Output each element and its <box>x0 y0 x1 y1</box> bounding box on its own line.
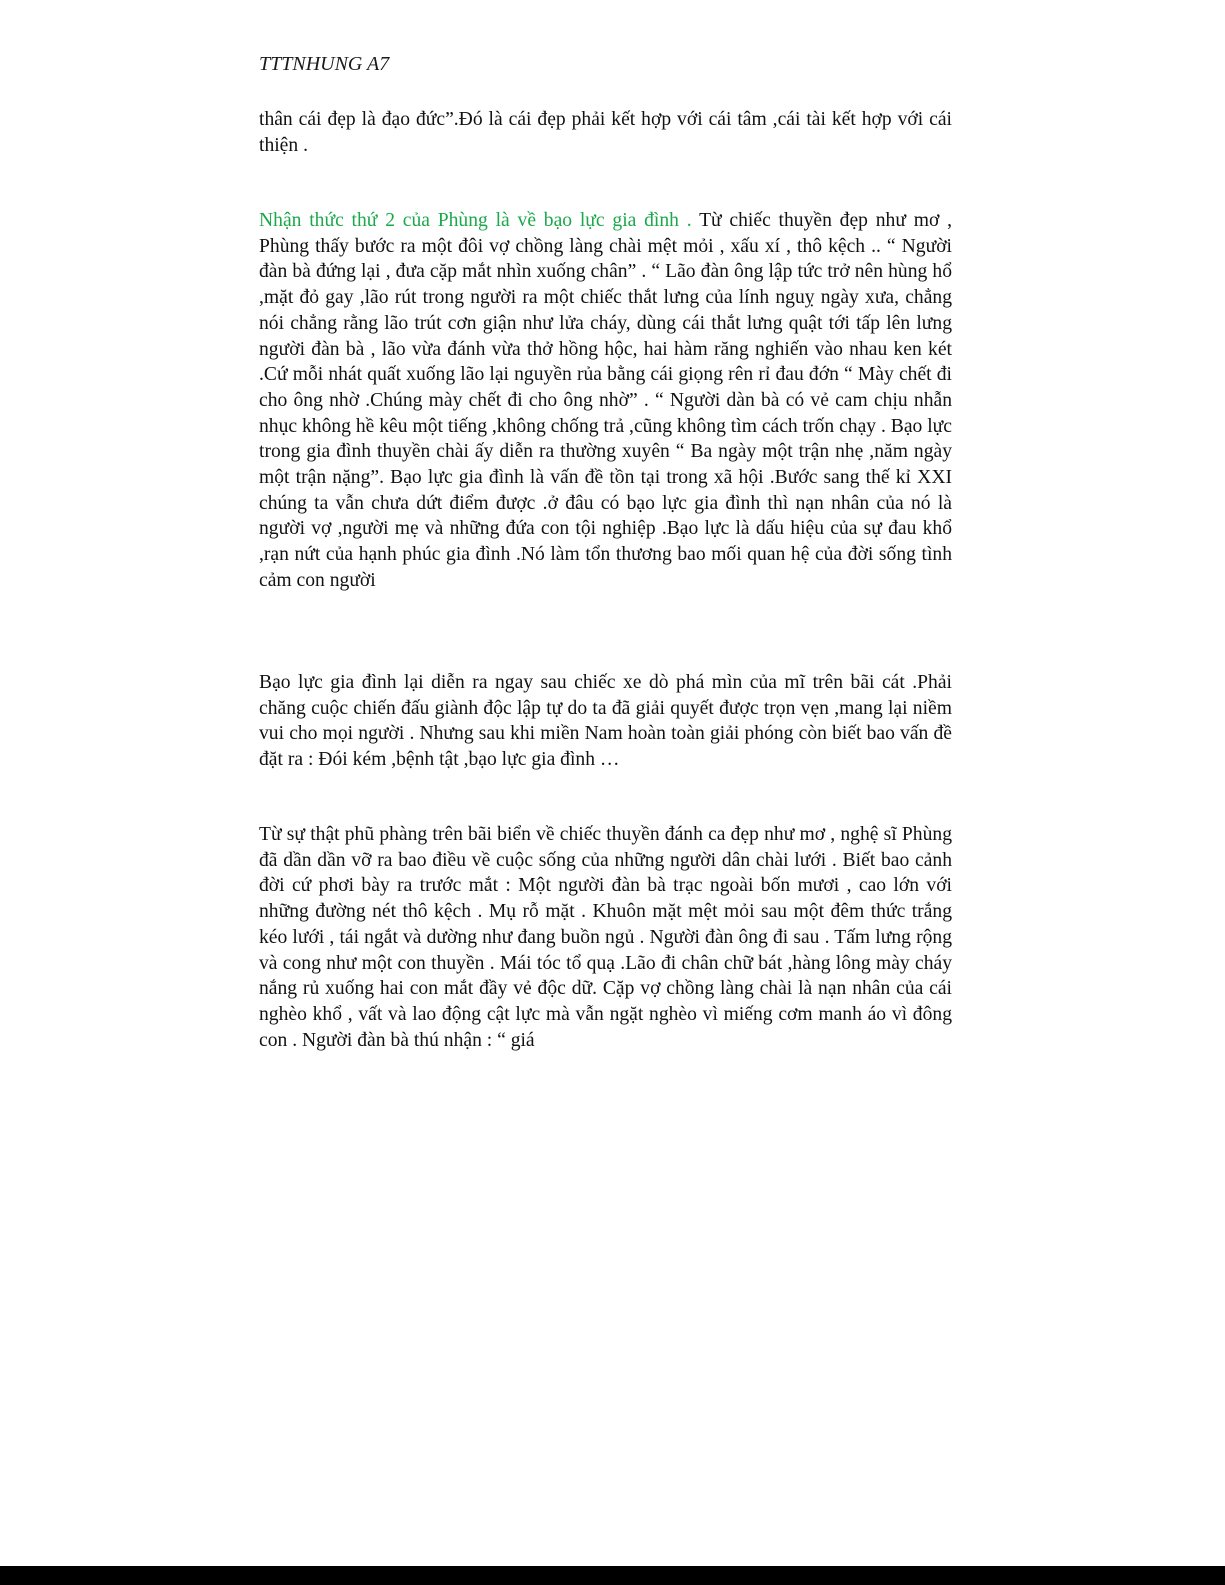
paragraph-3: Bạo lực gia đình lại diễn ra ngay sau chiếc xe dò phá mìn của mĩ trên bãi cát .Phải chăng cuộc chiến đấu giành độc lập tự do ta đã giải quyết được trọn vẹn ,mang lại niềm vui cho mọi người . Nhưng sau khi miền Nam hoàn toàn giải phóng còn biết bao vấn đề đặt ra : Đói kém ,bệnh tật ,bạo lực gia đình … <box>259 672 952 771</box>
paragraph-4: Từ sự thật phũ phàng trên bãi biển về chiếc thuyền đánh ca đẹp như mơ , nghệ sĩ Phùng đã dần dần vỡ ra bao điều về cuộc sống của những người dân chài lưới . Biết bao cảnh đời cứ phơi bày ra trước mắt : Một người đàn bà trạc ngoài bốn mươi , cao lớn với những đường nét thô kệch . Mụ rỗ mặt . Khuôn mặt mệt mỏi sau một đêm thức trắng kéo lưới , tái ngắt và dường như đang buồn ngủ . Người đàn ông đi sau . Tấm lưng rộng và cong như một con thuyền . Mái tóc tổ quạ .Lão đi chân chữ bát ,hàng lông mày cháy nắng rủ xuống hai con mắt đầy vẻ độc dữ. Cặp vợ chồng làng chài là nạn nhân của cái nghèo khổ , vất và lao động cật lực mà vẫn ngặt nghèo vì miếng cơm manh áo vì đông con . Người đàn bà thú nhận : “ giá <box>259 824 952 1051</box>
paragraph-2-text: Từ chiếc thuyền đẹp như mơ , Phùng thấy bước ra một đôi vợ chồng làng chài mệt mỏi , xấu xí , thô kệch .. “ Người đàn bà đứng lại , đưa cặp mắt nhìn xuống chân” . “ Lão đàn ông lập tức trở nên hùng hổ ,mặt đỏ gay ,lão rút trong người ra một chiếc thắt lưng của lính nguỵ ngày xưa, chẳng nói chẳng rằng lão trút cơn giận như lửa cháy, dùng cái thắt lưng quật tới tấp lên lưng người đàn bà , lão vừa đánh vừa thở hồng hộc, hai hàm răng nghiến vào nhau ken két .Cứ mỗi nhát quất xuống lão lại nguyền rủa bằng cái giọng rên rỉ đau đớn “ Mày chết đi cho ông nhờ .Chúng mày chết đi cho ông nhờ” . “ Người dàn bà có vẻ cam chịu nhẫn nhục không hề kêu một tiếng ,không chống trả ,cũng không tìm cách trốn chạy . Bạo lực trong gia đình thuyền chài ấy diễn ra thường xuyên “ Ba ngày một trận nhẹ ,năm ngày một trận nặng”. Bạo lực gia đình là vấn đề tồn tại trong xã hội .Bước sang thế kỉ XXI chúng ta vẫn chưa dứt điểm được .ở đâu có bạo lực gia đình thì nạn nhân của nó là người vợ ,người mẹ và những đứa con tội nghiệp .Bạo lực là dấu hiệu của sự đau khổ ,rạn nứt của hạnh phúc gia đình .Nó làm tổn thương bao mối quan hệ của đời sống tình cảm con người <box>259 210 952 591</box>
paragraph-1: thân cái đẹp là đạo đức”.Đó là cái đẹp phải kết hợp với cái tâm ,cái tài kết hợp với cái thiện . <box>259 109 952 156</box>
paragraph-2 <box>259 208 952 594</box>
highlighted-heading-text: Nhận thức thứ 2 của Phùng là về bạo lực gia đình . <box>259 210 692 231</box>
bottom-border-bar <box>0 1566 1225 1585</box>
page-header: TTTNHUNG A7 <box>259 53 390 75</box>
